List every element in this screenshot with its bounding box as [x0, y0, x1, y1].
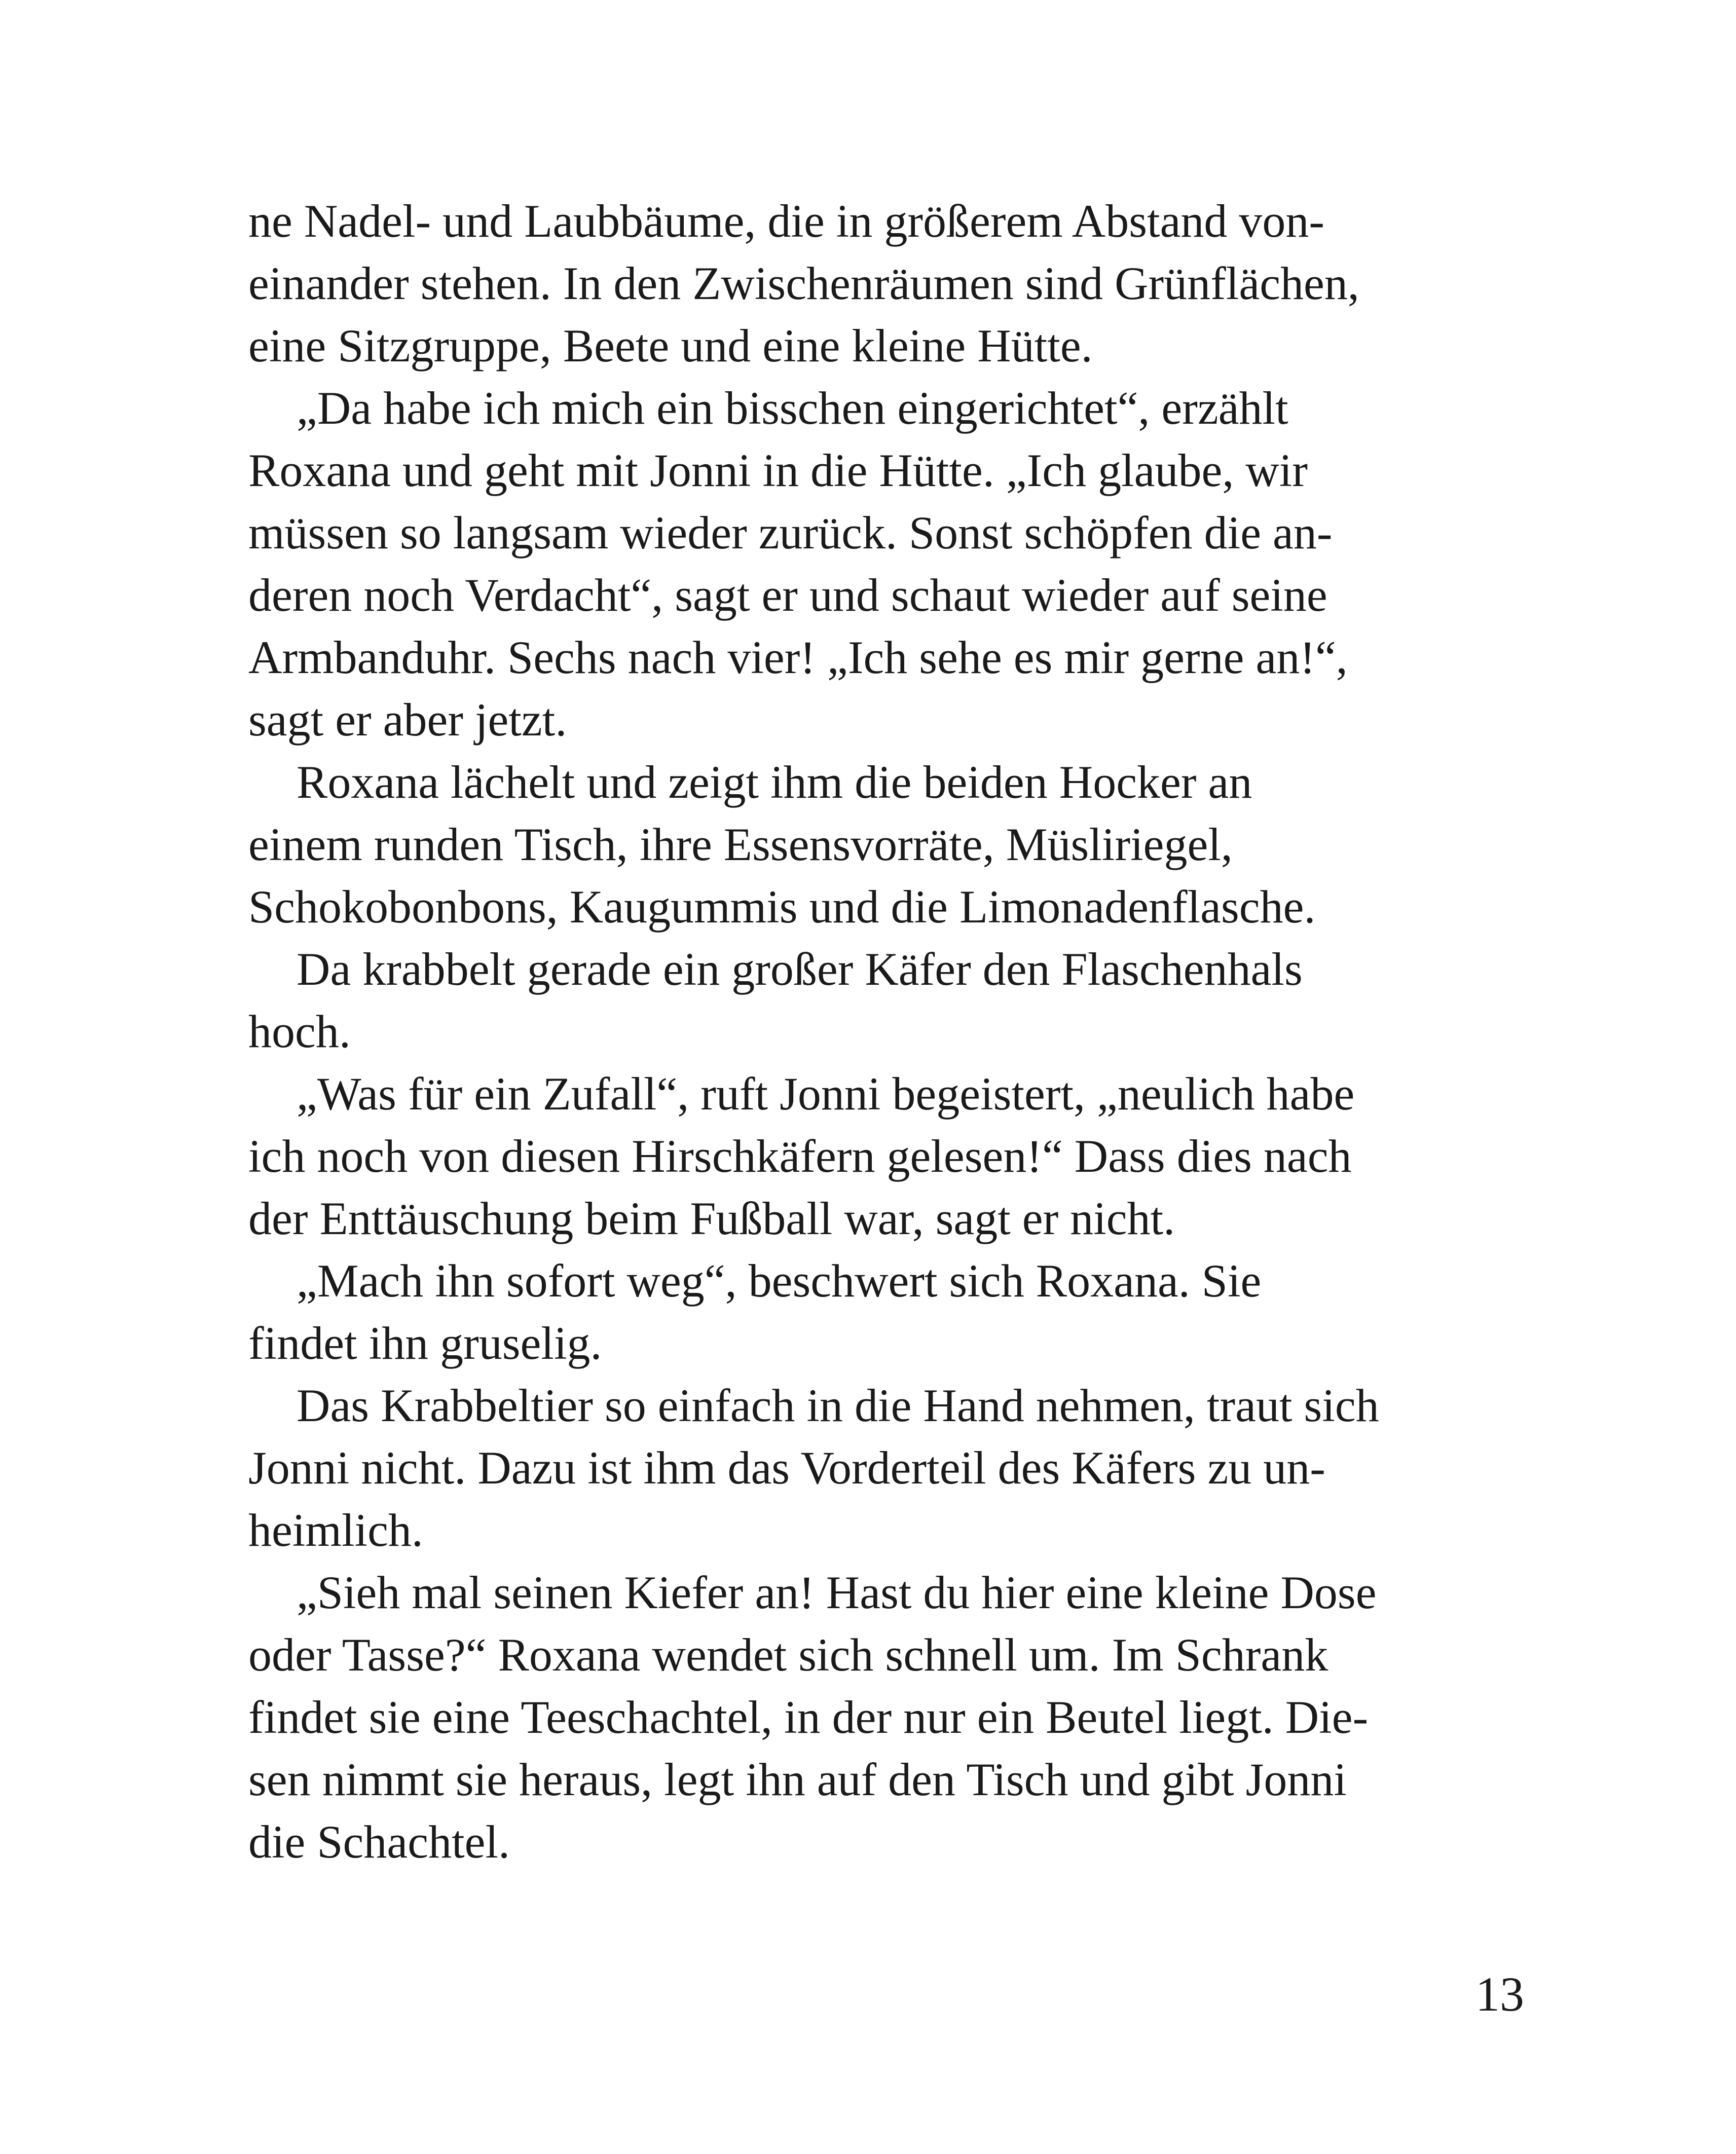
text-line: deren noch Verdacht“, sagt er und schaut wieder auf seine — [248, 569, 1327, 621]
text-line: einander stehen. In den Zwischenräumen sind Grünflächen, — [248, 257, 1359, 309]
paragraph-start-line: Das Krabbeltier so einfach in die Hand nehmen, traut sich — [297, 1380, 1379, 1431]
text-line: Schokobonbons, Kaugummis und die Limonadenflasche. — [248, 881, 1316, 933]
text-line: einem runden Tisch, ihre Essensvorräte, Müsliriegel, — [248, 819, 1233, 870]
text-line: Jonni nicht. Dazu ist ihm das Vorderteil des Käfers zu un- — [248, 1442, 1325, 1494]
text-line: heimlich. — [248, 1504, 423, 1556]
text-line: ich noch von diesen Hirschkäfern gelesen!“ Dass dies nach — [248, 1130, 1352, 1182]
page-number: 13 — [1475, 1967, 1524, 2021]
paragraph-start-line: Da krabbelt gerade ein großer Käfer den Flaschenhals — [297, 943, 1303, 995]
text-line: oder Tasse?“ Roxana wendet sich schnell um. Im Schrank — [248, 1629, 1328, 1681]
text-line: die Schachtel. — [248, 1816, 510, 1868]
text-line: findet sie eine Teeschachtel, in der nur ein Beutel liegt. Die- — [248, 1691, 1369, 1743]
text-line: der Enttäuschung beim Fußball war, sagt er nicht. — [248, 1193, 1175, 1244]
text-line: findet ihn gruselig. — [248, 1317, 602, 1369]
paragraph-start-line: „Da habe ich mich ein bisschen eingerichtet“, erzählt — [297, 382, 1288, 434]
text-line: müssen so langsam wieder zurück. Sonst schöpfen die an- — [248, 507, 1333, 559]
paragraph-start-line: „Was für ein Zufall“, ruft Jonni begeistert, „neulich habe — [297, 1068, 1355, 1120]
text-line: Armbanduhr. Sechs nach vier! „Ich sehe es mir gerne an!“, — [248, 632, 1348, 683]
text-line: sagt er aber jetzt. — [248, 694, 567, 746]
paragraph-start-line: Roxana lächelt und zeigt ihm die beiden Hocker an — [297, 756, 1252, 808]
text-line: eine Sitzgruppe, Beete und eine kleine Hütte. — [248, 320, 1093, 372]
paragraph-start-line: „Sieh mal seinen Kiefer an! Hast du hier eine kleine Dose — [297, 1567, 1377, 1618]
text-line: hoch. — [248, 1006, 351, 1057]
text-line: Roxana und geht mit Jonni in die Hütte. „Ich glaube, wir — [248, 444, 1308, 496]
text-line: ne Nadel- und Laubbäume, die in größerem Abstand von- — [248, 195, 1325, 247]
paragraph-start-line: „Mach ihn sofort weg“, beschwert sich Roxana. Sie — [297, 1255, 1262, 1307]
body-text — [248, 190, 1536, 1873]
text-line: sen nimmt sie heraus, legt ihn auf den Tisch und gibt Jonni — [248, 1754, 1347, 1805]
